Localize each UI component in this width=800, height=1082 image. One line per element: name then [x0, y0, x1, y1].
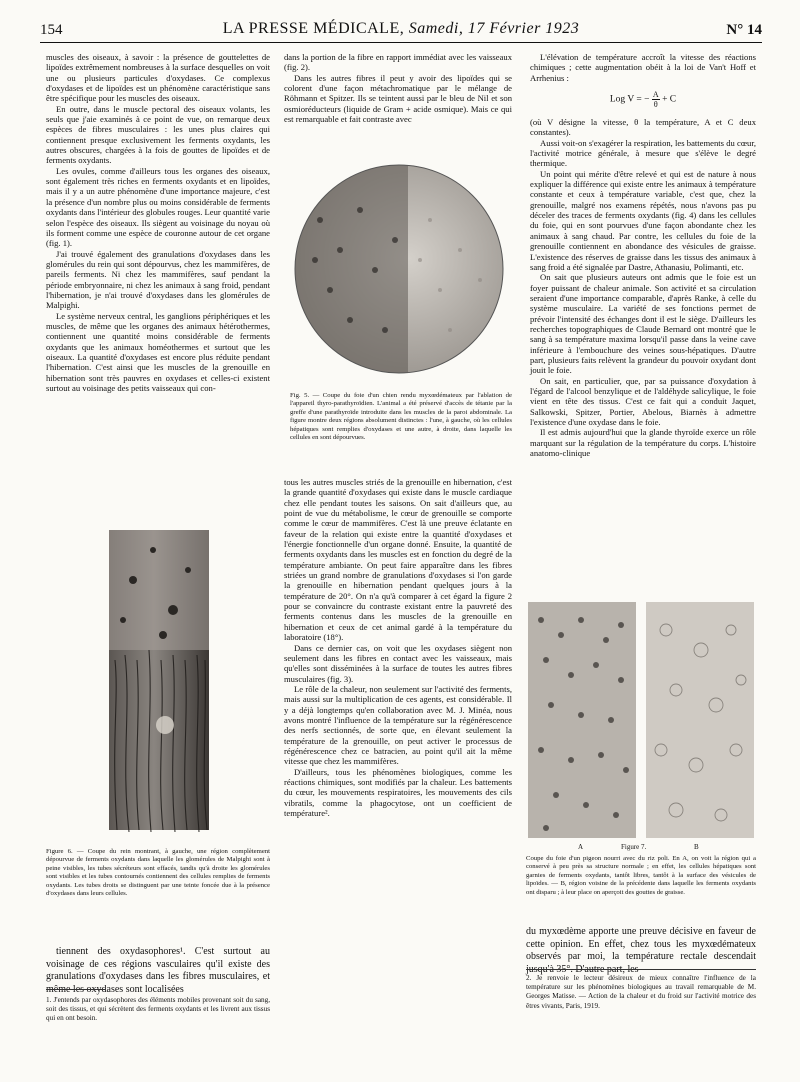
footnote-2: 2. Je renvoie le lecteur désireux de mieux connaître l'influence de la température sur les phénomènes biologiques au travail remarquable de M. Georges Matisse. — Action de la chaleur et du froid sur l'activité motrice des êtres vivants, Paris, 1919.	[526, 974, 756, 1010]
paragraph: On sait, en particulier, que, par sa puissance d'oxydation à l'égard de l'alcool benzylique et de l'aldéhyde salicylique, le foie vient en tête des tissus. C'est ce fait qui a conduit Jaquet, Salkowski, Spitzer, Portier, Abelous, Biarnès à admettre l'existence d'une oxydase dans le foie.	[530, 375, 756, 427]
figure-6-kidney-section	[103, 520, 215, 840]
journal-name: LA PRESSE MÉDICALE,	[222, 20, 409, 37]
figure-7-label-b: B	[694, 843, 699, 851]
paragraph: En outre, dans le muscle pectoral des oiseaux volants, les seuls que j'aie examinés à ce point de vue, on remarque deux espèces de fibres musculaires : les unes plus claires qui contiennent presque exclusivement les ferments oxydants, les autres obscures, chargées à la fois de gouttes de lipoïdes et de ferments oxydants.	[46, 103, 270, 166]
formula-denominator: θ	[653, 100, 658, 110]
formula-right: + C	[662, 94, 677, 105]
issue-number: N° 14	[726, 22, 762, 38]
formula-numerator: A	[652, 90, 659, 100]
footnote-rule	[526, 969, 756, 970]
paragraph: D'ailleurs, tous les phénomènes biologiques, comme les réactions chimiques, sont modifiés par la chaleur. Les battements du cœur, les mouvements respiratoires, les mouvements des cils vibratils, comme la phagocytose, ont un coefficient de température².	[284, 766, 512, 818]
column-2-body-text	[284, 477, 512, 818]
paragraph: On sait que plusieurs auteurs ont admis que le foie est un foyer puissant de chaleur animale. Son activité et sa circulation seraient d'une importance comparable, d'après Ranke, à celle du système musculaire. La variété de ses fonctions permet de prévoir l'intensité des échanges dont il est le siège. D'ailleurs les recherches topographiques de Claude Bernard ont montré que le sang à sa température maxima lorsqu'il passe dans la veine cave inférieure à l'embouchure des veines sous-hépatiques. D'autre part, plusieurs faits relèvent la grandeur du pouvoir oxydant dont jouit le foie.	[530, 272, 756, 376]
paragraph: tous les autres muscles striés de la grenouille en hibernation, c'est la grande quantité d'oxydases qui existe dans le muscle cardiaque chez elle pendant toutes les saisons. On sait d'ailleurs que, au point de vue du métabolisme, le cœur de grenouille se comporte comme le cœur de mammifères. C'est là une preuve éclatante en faveur de la relation qui existe entre la quantité d'oxydases et l'énergie fonctionnelle d'un organe donné. Ensuite, la quantité de ferments oxydants dans les muscles est en fonction du degré de la température ambiante. On peut faire apparaître dans les fibres striées un grand nombre de granulations d'oxydases si l'on garde la grenouille en hibernation pendant quelques jours à la température de 20°. On n'a qu'à comparer à cet égard la figure 2 pour se convaincre du contraste existant entre la pauvreté des ferments contenus dans les muscles de la grenouille en hibernation et ceux de cet animal gardé à la température du laboratoire (18°).	[284, 477, 512, 643]
page-header	[40, 20, 762, 43]
paragraph: Les ovules, comme d'ailleurs tous les organes des oiseaux, sont également très riches en ferments oxydants et en lipoïdes, mais il y a un autre phénomène d'une importance majeure, c'est la présence d'un nombre plus ou moins considérable de ferments oxydants dans l'intérieur des globules rouges. Leur quantité varie selon l'espèce des oiseaux. Ils siègent au voisinage du noyau où ils forment comme une espèce de couronne autour de cet organe (fig. 1).	[46, 165, 270, 249]
journal-title	[40, 20, 762, 38]
figure-5-liver-section	[290, 160, 508, 378]
vant-hoff-formula	[530, 90, 756, 109]
figure-7-label-a: A	[578, 843, 584, 851]
paragraph: Aussi voit-on s'exagérer la respiration, les battements du cœur, l'activité motrice générale, à mesure que s'élève le degré thermique.	[530, 137, 756, 169]
footnote-1: 1. J'entends par oxydasophores des éléments mobiles provenant soit du sang, soit des tissus, et qui sécrètent des ferments oxydants et les livrent aux tissus qui en ont besoin.	[46, 996, 270, 1023]
paragraph: Un point qui mérite d'être relevé et qui est de nature à nous expliquer la différence qui existe entre les animaux à température constante et ceux à température variable, c'est que, chez la grenouille, malgré nos examens répétés, nous n'avons pas pu déceler des traces de ferments oxydants (fig. 4) dans les cellules du foie, qui en sont pourvues d'une façon abondante chez les animaux à sang chaud. Par contre, les cellules du foie de la grenouille contiennent en abondance des vésicules de graisse. L'existence des réserves de graisse dans les tissus des animaux à sang froid a été signalée par Dastre, Athanasiu, Polimanti, etc.	[530, 168, 756, 272]
paragraph: dans la portion de la fibre en rapport immédiat avec les vaisseaux (fig. 2).	[284, 52, 512, 73]
paragraph: (où V désigne la vitesse, θ la température, A et C deux constantes).	[530, 117, 756, 138]
paragraph: Dans ce dernier cas, on voit que les oxydases siègent non seulement dans les fibres en contact avec les vaisseaux, mais qu'elles sont disséminées à la surface de toutes les autres fibres musculaires (fig. 3).	[284, 642, 512, 684]
figure-7-liver-sections	[526, 600, 756, 840]
column-3-text	[530, 52, 756, 458]
column-1-text	[46, 52, 270, 393]
paragraph: L'élévation de température accroît la vitesse des réactions chimiques ; cette augmentation obéit à la loi de Van't Hoff et Arrhenius :	[530, 52, 756, 83]
paragraph: Il est admis aujourd'hui que la glande thyroïde exerce un rôle marquant sur la régulation de la température du corps. L'histoire anatomo-clinique	[530, 427, 756, 459]
figure-7-title: Figure 7.	[621, 843, 647, 851]
issue-date: Samedi, 17 Février 1923	[408, 20, 580, 37]
paragraph: Le rôle de la chaleur, non seulement sur l'activité des ferments, mais aussi sur la multiplication de ces agents, est considérable. Il y a déjà longtemps qu'en collaboration avec M. J. Minéa, nous avons montré l'influence de la température sur la régénérescence des nerfs sectionnés, de sorte que, en élevant seulement la température de la grenouille, on peut activer le processus de régénérescence chez ce batracien, au point qu'il ait la même vitesse que chez les mammifères.	[284, 683, 512, 767]
figure-6-caption: Figure 6. — Coupe du rein montrant, à gauche, une région complètement dépourvue de ferments oxydants dans laquelle les glomérules de Malpighi sont à peine visibles, les tubes sécréteurs sont effacés, tandis qu'à droite les glomérules sont visibles et les tubes contournés contiennent des cellules remplies de ferments oxydants. Les tubes droits se distinguent par une teinte foncée due à la présence d'oxydases dans leurs cellules.	[46, 848, 270, 898]
formula-left: Log V = −	[609, 94, 650, 105]
paragraph: muscles des oiseaux, à savoir : la présence de gouttelettes de lipoïdes extrêmement nombreuses à la surface desquelles on voit une ou plusieurs particules d'oxydases. Ce complexus d'oxydases et de lipoïdes est un phénomène caractéristique sans être spécifique pour les muscles des oiseaux.	[46, 52, 270, 104]
paragraph: Le système nerveux central, les ganglions périphériques et les muscles, de même que les organes des animaux hétérothermes, contiennent une quantité moins considérable de ferments oxydants que les animaux homéothermes et surtout que les oiseaux. La quantité d'oxydases est encore plus réduite pendant l'hibernation. C'est ainsi que les muscles de la grenouille en hibernation sont très pauvres en oxydases et celles-ci existent surtout au voisinage des petits vaisseaux qui con-	[46, 310, 270, 393]
paragraph: J'ai trouvé également des granulations d'oxydases dans les glomérules du rein qui sont dépourvus, chez les mammifères, de pareils ferments. Ni chez les mammifères, sauf pendant la période embryonnaire, ni chez les animaux à sang froid, pendant l'hibernation, je n'ai trouvé d'oxydases dans les glomérules de Malpighi.	[46, 248, 270, 311]
column-2-top-text	[284, 52, 512, 124]
figure-7-caption: Coupe du foie d'un pigeon nourri avec du riz poli. En A, on voit la région qui a conservé à peu près sa structure normale ; en effet, les cellules hépatiques sont garnies de ferments oxydants, tantôt libres, tantôt à la surface des vésicules de lipoïdes. — B, région voisine de la précédente dans laquelle les ferments oxydants ont disparu ; à leur place on aperçoit des gouttes de graisse.	[526, 855, 756, 896]
footnote-rule	[46, 989, 106, 990]
formula-fraction	[652, 90, 660, 109]
paragraph: tiennent des oxydasophores¹. C'est surtout au voisinage de ces régions vasculaires qu'il existe des granulations d'oxydases dans les fibres musculaires, et même les oxydases sont localisées	[46, 946, 270, 996]
paragraph: du myxœdème apporte une preuve décisive en faveur de cette opinion. En effet, chez tous les myxœdémateux observés par moi, la température rectale descendait jusqu'à 35°. D'autre part, les	[526, 926, 756, 976]
paragraph: Dans les autres fibres il peut y avoir des lipoïdes qui se colorent d'une façon métachromatique par le mélange de Röhmann et Spitzer. Ils se teintent aussi par le bleu de Nil et son osmioréducteurs (liquide de Gram + acide osmique). Mais ce qui est remarquable et fait contraste avec	[284, 72, 512, 125]
page-number: 154	[40, 22, 63, 38]
figure-5-caption: Fig. 5. — Coupe du foie d'un chien rendu myxœdémateux par l'ablation de l'appareil thyro-parathyroïdien. L'animal a été préservé d'accès de tétanie par la greffe d'une parathyroïde introduite dans les muscles de la paroi abdominale. La figure montre deux régions absolument distinctes : l'une, à gauche, où les cellules hépatiques sont remplies d'oxydases et une autre, à droite, dans laquelle les cellules en sont dépourvues.	[290, 392, 512, 442]
